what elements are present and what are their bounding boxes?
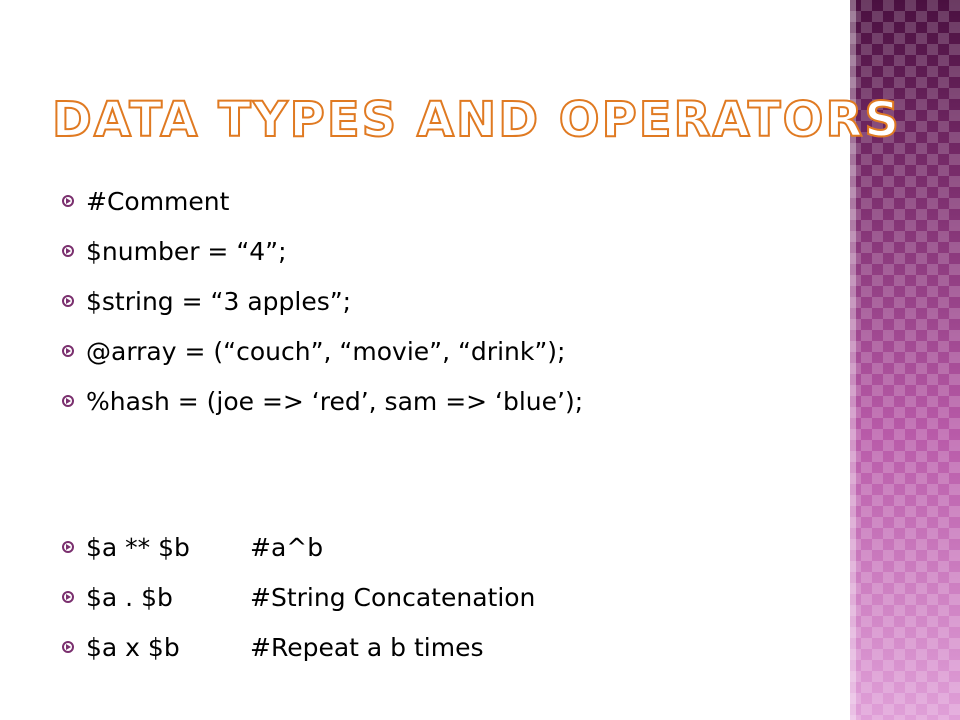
circled-arrow-bullet-icon [62,195,74,207]
bullet-text: $string = “3 apples”; [86,286,352,316]
list-item [62,176,583,226]
circled-arrow-bullet-icon [62,245,74,257]
circled-arrow-bullet-icon [62,641,74,653]
bullet-list [62,176,583,672]
operator-comment: #Repeat a b times [250,632,484,662]
circled-arrow-bullet-icon [62,295,74,307]
list-item [62,276,583,326]
operator-comment: #String Concatenation [250,582,536,612]
bullet-text: %hash = (joe => ‘red’, sam => ‘blue’); [86,386,584,416]
operator-code: $a x $b [86,632,180,662]
circled-arrow-bullet-icon [62,345,74,357]
circled-arrow-bullet-icon [62,591,74,603]
bullet-text: $number = “4”; [86,236,287,266]
operator-code: $a ** $b [86,532,190,562]
operator-code: $a . $b [86,582,173,612]
operator-comment: #a^b [250,532,324,562]
list-item [62,572,583,622]
list-item [62,376,583,426]
circled-arrow-bullet-icon [62,541,74,553]
list-item [62,522,583,572]
bullet-text: #Comment [86,186,230,216]
circled-arrow-bullet-icon [62,395,74,407]
bullet-text: @array = (“couch”, “movie”, “drink”); [86,336,566,366]
list-item [62,622,583,672]
slide-title: DATA TYPES AND OPERATORS [52,92,901,148]
list-item [62,326,583,376]
list-item [62,226,583,276]
